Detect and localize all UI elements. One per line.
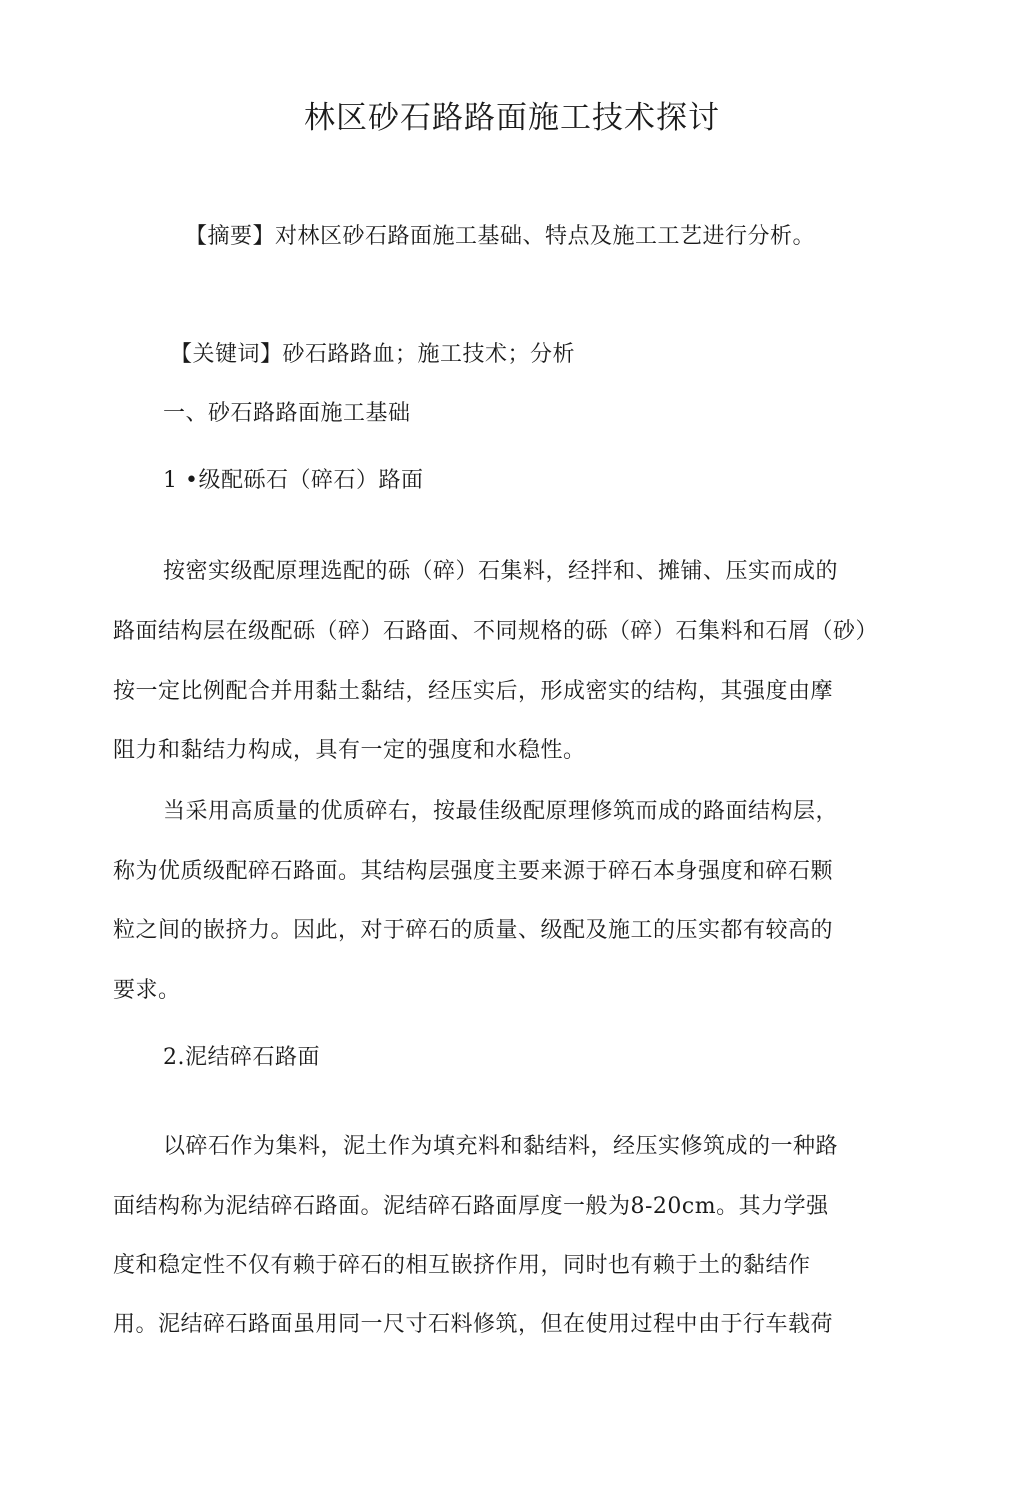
- paragraph-line: 当采用高质量的优质碎右，按最佳级配原理修筑而成的路面结构层，: [163, 799, 839, 824]
- paragraph-line: 面结构称为泥结碎石路面。泥结碎石路面厚度一般为8-20cm。其力学强: [113, 1194, 829, 1219]
- paragraph-line: 度和稳定性不仅有赖于碎石的相互嵌挤作用，同时也有赖于土的黏结作: [113, 1253, 811, 1278]
- paragraph-line: 按一定比例配合并用黏土黏结，经压实后，形成密实的结构，其强度由摩: [113, 679, 834, 704]
- paragraph-line: 粒之间的嵌挤力。因此，对于碎石的质量、级配及施工的压实都有较高的: [113, 918, 834, 943]
- paragraph-line: 以碎石作为集料，泥土作为填充料和黏结料，经压实修筑成的一种路: [163, 1134, 839, 1159]
- paragraph-line: 路面结构层在级配砾（碎）石路面、不同规格的砾（碎）石集料和石屑（砂）: [113, 619, 879, 644]
- paragraph-line: 阻力和黏结力构成，具有一定的强度和水稳性。: [113, 738, 586, 763]
- keywords-text: 【关键词】砂石路路血；施工技术；分析: [170, 342, 576, 367]
- paragraph-line: 用。泥结碎石路面虽用同一尺寸石料修筑，但在使用过程中由于行车载荷: [113, 1312, 834, 1337]
- paragraph-line: 要求。: [113, 978, 181, 1003]
- subsection-heading: 2.泥结碎石路面: [163, 1045, 320, 1070]
- subsection-heading: 1 •级配砾石（碎石）路面: [163, 468, 424, 493]
- abstract-text: 【摘要】对林区砂石路面施工基础、特点及施工工艺进行分析。: [185, 224, 816, 249]
- paragraph-line: 称为优质级配碎石路面。其结构层强度主要来源于碎石本身强度和碎石颗: [113, 859, 834, 884]
- document-title: 林区砂石路路面施工技术探讨: [304, 100, 720, 136]
- section-heading: 一、砂石路路面施工基础: [163, 401, 411, 426]
- paragraph-line: 按密实级配原理选配的砾（碎）石集料，经拌和、摊铺、压实而成的: [163, 559, 839, 584]
